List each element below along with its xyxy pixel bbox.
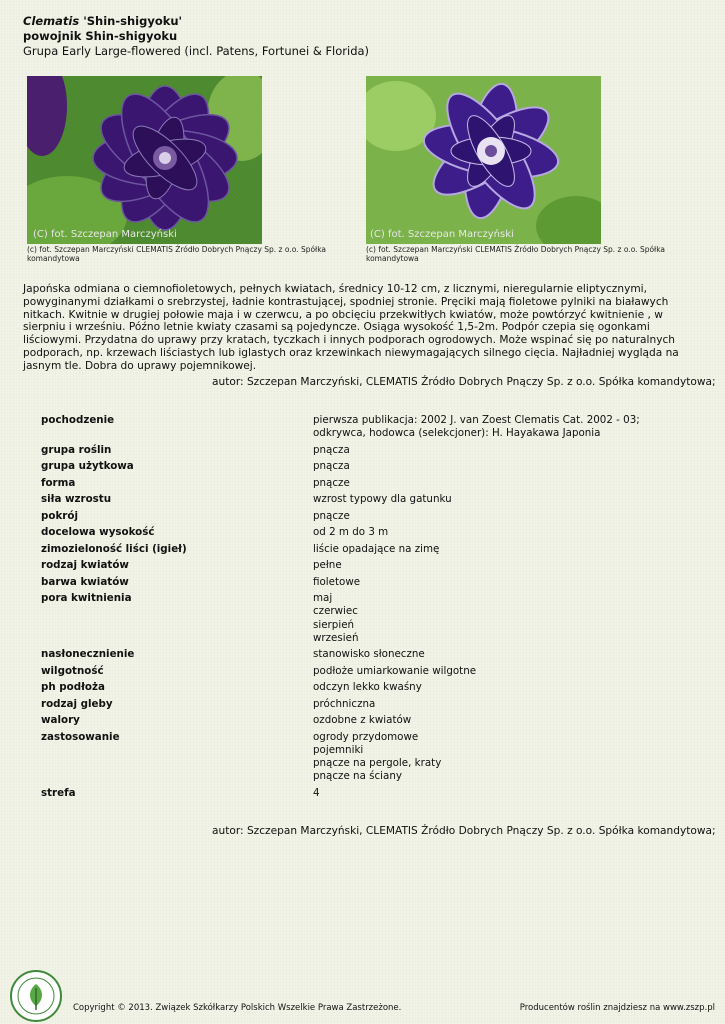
attribute-row xyxy=(41,526,701,539)
genus-name: Clematis xyxy=(23,14,80,28)
attribute-value: od 2 m do 3 m xyxy=(313,526,389,539)
attribute-value: 4 xyxy=(313,786,320,799)
attributes-table xyxy=(41,414,701,803)
attribute-key: grupa roślin xyxy=(41,443,112,456)
attribute-value: pełne xyxy=(313,559,342,572)
attribute-key: pora kwitnienia xyxy=(41,592,132,605)
photo-2-caption: (c) fot. Szczepan Marczyński CLEMATIS Źródło Dobrych Pnączy Sp. z o.o. Spółka komandytowa xyxy=(366,245,665,263)
attribute-key: barwa kwiatów xyxy=(41,575,129,588)
attribute-value: fioletowe xyxy=(313,575,361,588)
copyright-text: Copyright © 2013. Związek Szkółkarzy Polskich Wszelkie Prawa Zastrzeżone. xyxy=(73,1003,402,1013)
attribute-row xyxy=(41,543,701,556)
plant-group: Grupa Early Large-flowered (incl. Patens, Fortunei & Florida) xyxy=(23,44,370,58)
attribute-row xyxy=(41,444,701,457)
photo-2-watermark: (C) fot. Szczepan Marczyński xyxy=(370,229,514,240)
plant-description: Japońska odmiana o ciemnofioletowych, pełnych kwiatach, średnicy 10-12 cm, z licznymi, nieregularnie eliptycznymi, powyginanymi działkami o srebrzystej, ładnie kontrastującej, spodniej stronie. Pręciki mają fioletowe pylniki na białawych nitkach. Kwitnie w drugiej połowie maja i w czerwcu, a po obcięciu przekwitłych kwiatów, może powtórzyć kwitnienie , w sierpniu i wrześniu. Późno letnie kwiaty czasami są pojedyncze. Osiąga wysokość 1,5-2m. Podpór czepia się ogonkami liściowymi. Przydatna do uprawy przy kratach, tyczkach i innych podporach ogrodowych. Może wspinać się po naturalnych podporach, np. krzewach liściastych lub iglastych oraz krzewinkach niewymagających silnego cięcia. Najładniej wygląda na jasnym tle. Dobra do uprawy pojemnikowej. xyxy=(23,283,679,372)
attribute-value: podłoże umiarkowanie wilgotne xyxy=(313,664,477,677)
attribute-key: pochodzenie xyxy=(41,414,115,426)
attribute-key: nasłonecznienie xyxy=(41,648,135,661)
attribute-key: rodzaj kwiatów xyxy=(41,559,129,572)
page-footer xyxy=(0,994,725,1024)
attribute-value-item: pnącze na ściany xyxy=(313,770,402,783)
attribute-row xyxy=(41,493,701,506)
attribute-key: wilgotność xyxy=(41,664,104,677)
attribute-value: pnącze xyxy=(313,476,350,489)
attribute-value: odczyn lekko kwaśny xyxy=(313,681,422,694)
attribute-row xyxy=(41,787,701,800)
attribute-value-item: pojemniki xyxy=(313,744,364,757)
attribute-key: walory xyxy=(41,714,80,727)
attribute-row xyxy=(41,648,701,661)
attribute-value-item: pnącze na pergole, kraty xyxy=(313,757,442,770)
flower-photo-1 xyxy=(27,76,262,244)
polish-name: powojnik Shin-shigyoku xyxy=(23,29,178,43)
attribute-value: stanowisko słoneczne xyxy=(313,648,425,661)
attribute-row xyxy=(41,681,701,694)
attribute-value: pnącza xyxy=(313,460,350,473)
attribute-key: docelowa wysokość xyxy=(41,526,155,539)
attribute-row xyxy=(41,665,701,678)
attribute-key: rodzaj gleby xyxy=(41,697,113,710)
attribute-value-item: czerwiec xyxy=(313,605,358,618)
photo-1-caption: (c) fot. Szczepan Marczyński CLEMATIS Źródło Dobrych Pnączy Sp. z o.o. Spółka komandytowa xyxy=(27,245,326,263)
author-line-top: autor: Szczepan Marczyński, CLEMATIS Źródło Dobrych Pnączy Sp. z o.o. Spółka komandytowa; xyxy=(212,376,716,388)
attribute-row xyxy=(41,460,701,473)
photo-1-watermark: (C) fot. Szczepan Marczyński xyxy=(33,229,177,240)
attribute-value: pierwsza publikacja: 2002 J. van Zoest Clematis Cat. 2002 - 03; odkrywca, hodowca (selekcjoner): H. Hayakawa Japonia xyxy=(313,414,640,440)
producers-link-text[interactable]: Producentów roślin znajdziesz na www.zszp.pl xyxy=(519,1003,715,1013)
attribute-value: pnącza xyxy=(313,443,350,456)
attribute-row xyxy=(41,559,701,572)
attribute-value xyxy=(313,592,688,645)
attribute-value xyxy=(313,731,688,784)
attribute-row xyxy=(41,731,701,784)
plant-header xyxy=(23,14,369,59)
attribute-row xyxy=(41,698,701,711)
attribute-key: zimozieloność liści (igieł) xyxy=(41,542,187,555)
attribute-key: grupa użytkowa xyxy=(41,460,134,473)
attribute-key: ph podłoża xyxy=(41,681,105,694)
attribute-value-item: ogrody przydomowe xyxy=(313,730,419,743)
cultivar-name: 'Shin-shigyoku' xyxy=(79,14,183,28)
attribute-row xyxy=(41,414,701,440)
attribute-row xyxy=(41,714,701,727)
flower-photo-2 xyxy=(366,76,601,244)
attribute-key: zastosowanie xyxy=(41,730,120,743)
attribute-value: wzrost typowy dla gatunku xyxy=(313,493,452,506)
attribute-row xyxy=(41,510,701,523)
author-line-bottom: autor: Szczepan Marczyński, CLEMATIS Źródło Dobrych Pnączy Sp. z o.o. Spółka komandytowa; xyxy=(212,825,716,837)
attribute-value: ozdobne z kwiatów xyxy=(313,714,412,727)
attribute-value: liście opadające na zimę xyxy=(313,542,440,555)
attribute-value-item: maj xyxy=(313,592,333,605)
attribute-key: siła wzrostu xyxy=(41,493,112,506)
attribute-key: pokrój xyxy=(41,509,78,522)
attribute-row xyxy=(41,576,701,589)
attribute-value: pnącze xyxy=(313,509,350,522)
attribute-value: próchniczna xyxy=(313,697,376,710)
plant-latin-name xyxy=(23,14,369,29)
attribute-value-item: sierpień xyxy=(313,618,355,631)
attribute-row xyxy=(41,592,701,645)
attribute-value-item: wrzesień xyxy=(313,631,359,644)
attribute-key: forma xyxy=(41,476,76,489)
attribute-key: strefa xyxy=(41,786,76,799)
attribute-row xyxy=(41,477,701,490)
